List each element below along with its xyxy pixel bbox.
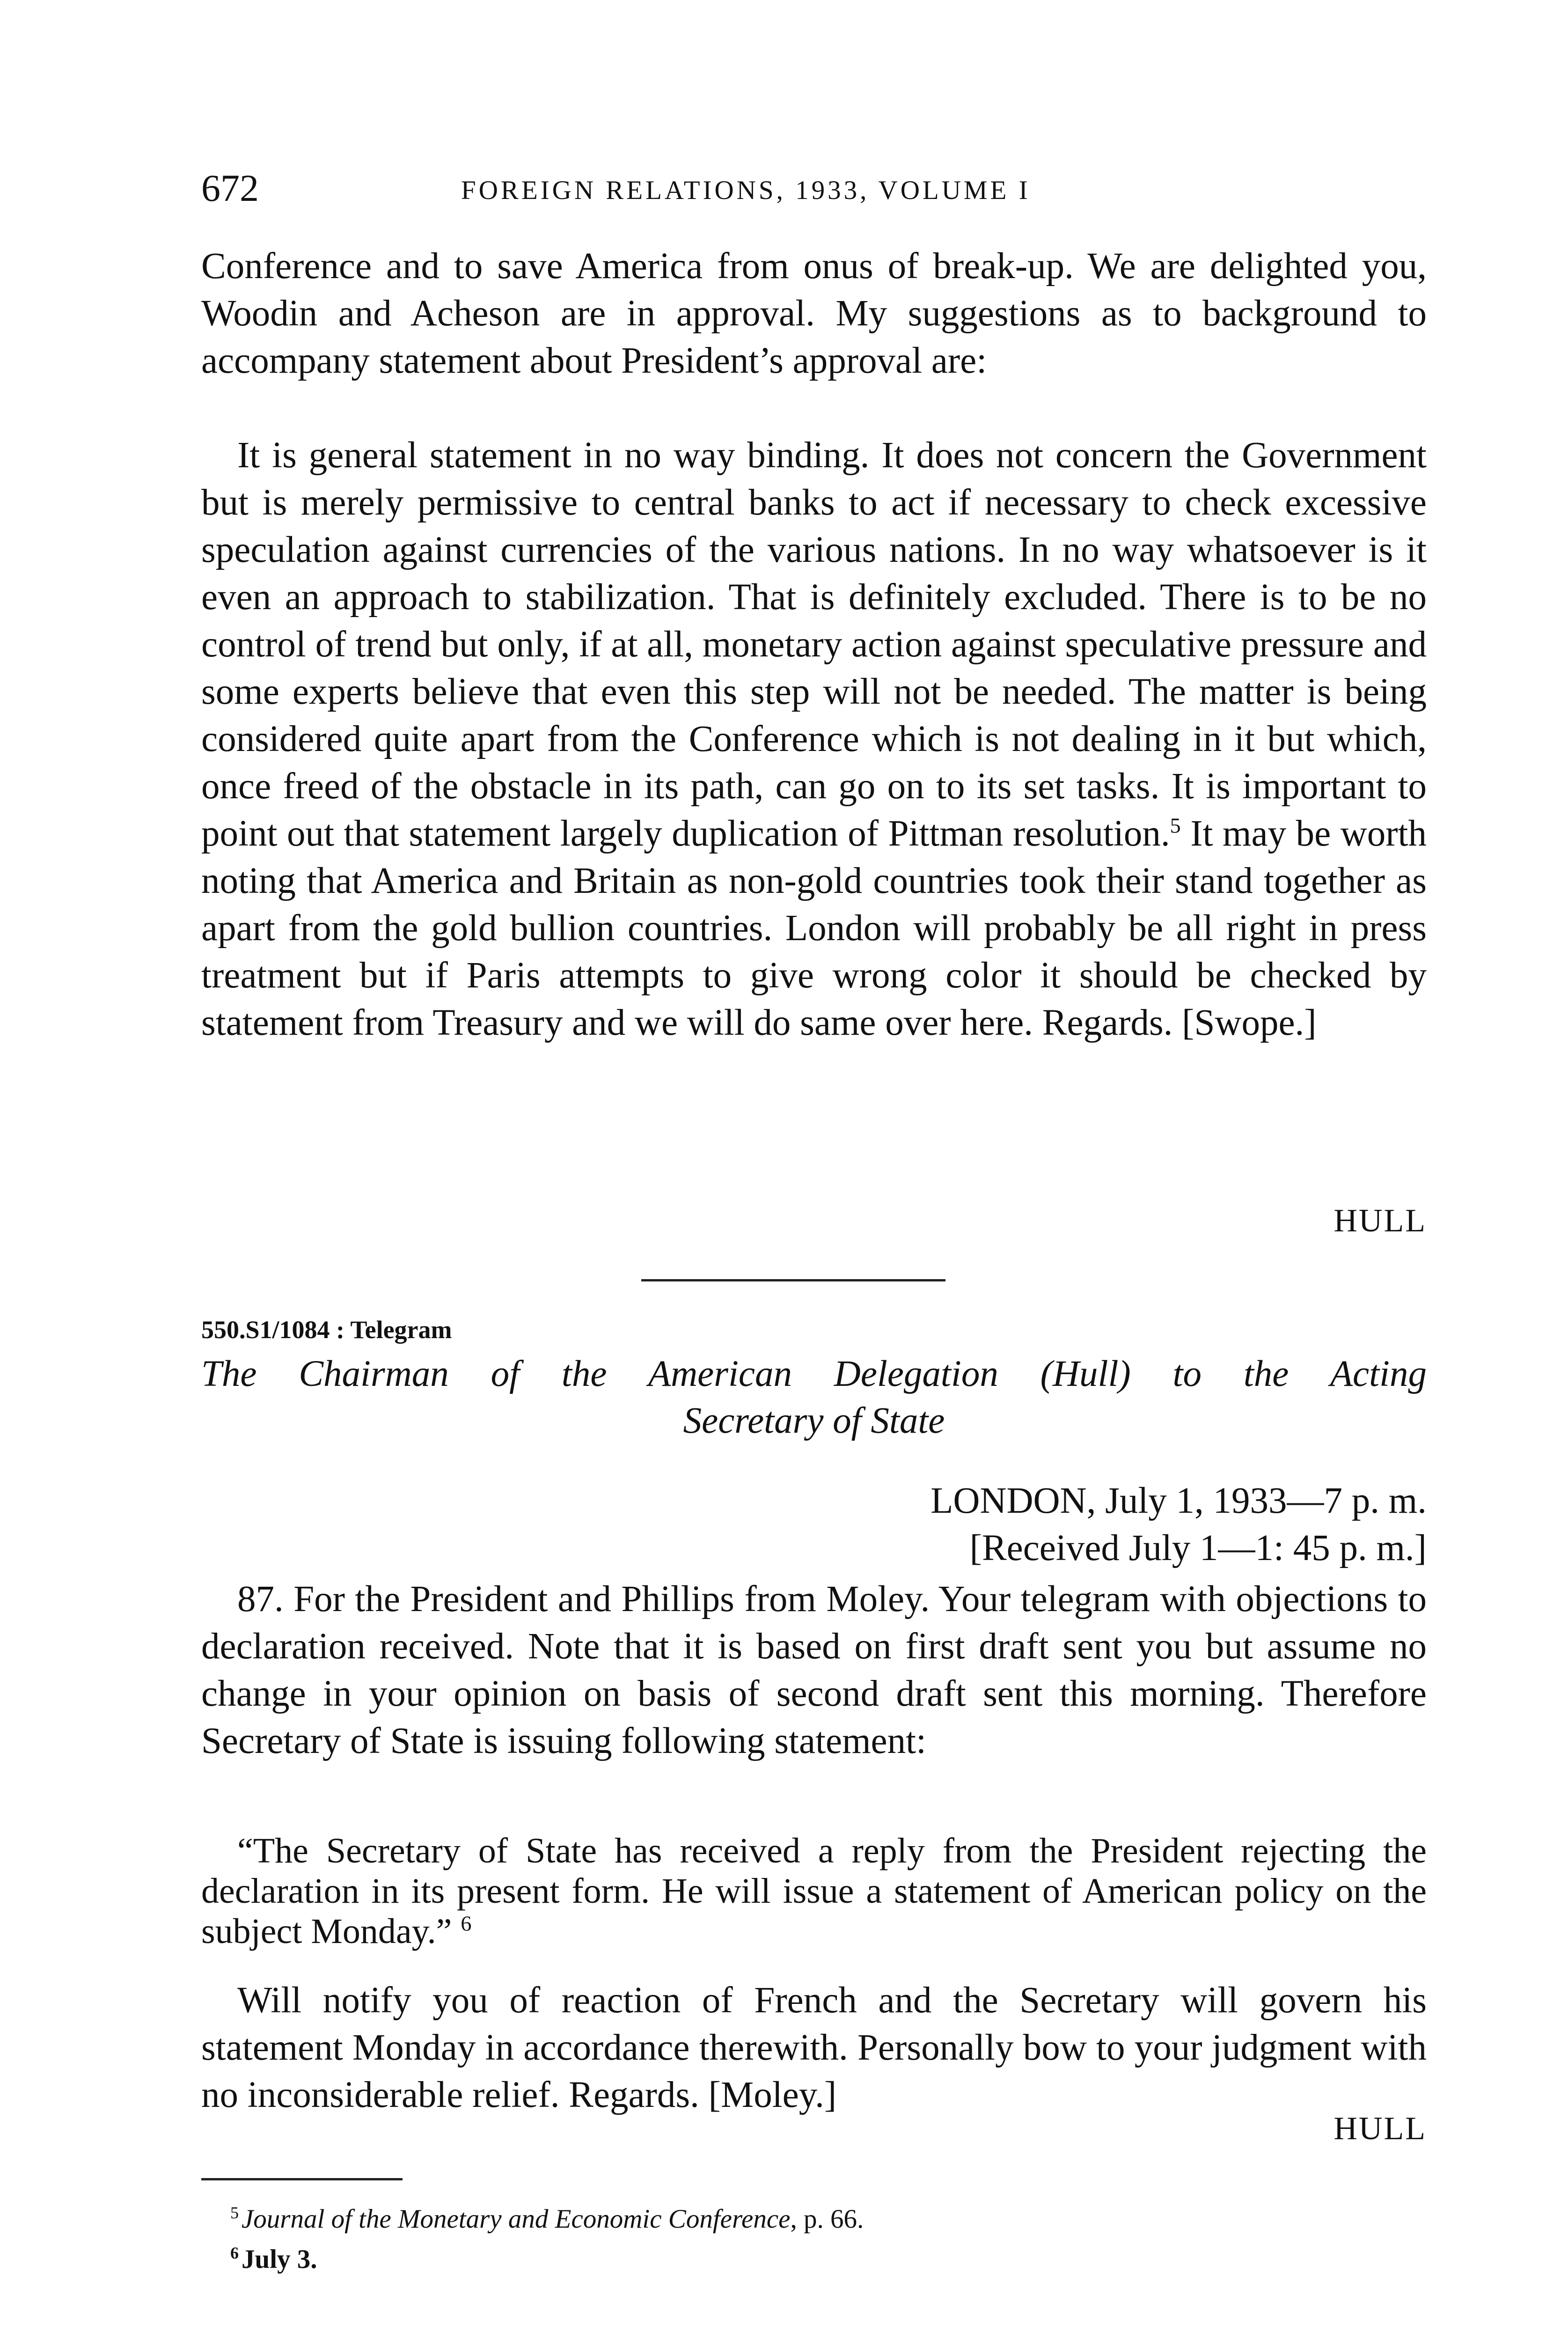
footnote-6 (230, 2236, 1400, 2276)
dateline-sent: LONDON, July 1, 1933—7 p. m. (931, 1480, 1427, 1521)
footnote-title: Journal of the Monetary and Economic Conference (242, 2204, 791, 2234)
quoted-statement-text: “The Secretary of State has received a reply from the President rejecting the declaration in its present form. He will issue a statement of American policy on the subject Monday.” (201, 1831, 1427, 1951)
closing-paragraph: Will notify you of reaction of French and the Secretary will govern his statement Monday in accordance therewith. Personally bow to your judgment with no inconsiderable relief. Regards. [Moley.] (201, 1980, 1427, 2115)
signature-hull-1: HULL (1334, 1203, 1427, 1239)
dateline-received: [Received July 1—1: 45 p. m.] (969, 1528, 1427, 1568)
page-number: 672 (201, 167, 259, 209)
telegram-paragraph: 87. For the President and Phillips from Moley. Your telegram with objections to declaration received. Note that it is based on first draft sent you but assume no change in your opinion on basis of second draft sent this morning. Therefore Secretary of State is issuing following statement: (201, 1579, 1427, 1761)
file-reference: 550.S1/1084 : Telegram (201, 1316, 452, 1344)
background-paragraph-text: It is general statement in no way binding. It does not concern the Government but is merely permissive to central banks to act if necessary to check excessive speculation against currencies of the various nations. In no way whatsoever is it even an approach to stabilization. That is definitely excluded. There is to be no control of trend but only, if at all, monetary action against speculative pressure and some experts believe that even this step will not be needed. The matter is being considered quite apart from the Conference which is not dealing in it but which, once freed of the obstacle in its path, can go on to its set tasks. It is important to point out that statement largely duplication of Pittman resolution. (201, 435, 1427, 854)
section-divider (641, 1279, 945, 1281)
footnote-number: 6 (230, 2244, 239, 2262)
footnote-text: July 3. (242, 2245, 317, 2274)
document-title (201, 1351, 1427, 1444)
footnote-text: , p. 66. (790, 2204, 864, 2234)
footnotes (230, 2196, 1400, 2276)
background-paragraph (201, 432, 1427, 1046)
signature-hull-2: HULL (1334, 2111, 1427, 2147)
footnote-number: 5 (230, 2203, 239, 2222)
document-title-line1: The Chairman of the American Delegation (Hull) to the Acting (201, 1354, 1427, 1394)
quoted-statement (201, 1831, 1427, 1951)
continuation-paragraph: Conference and to save America from onus of break-up. We are delighted you, Woodin and Acheson are in approval. My suggestions as to background to accompany statement about President’s approval are: (201, 246, 1427, 381)
dateline (201, 1477, 1427, 1572)
background-paragraph-text-cont: It may be worth noting that America and Britain as non-gold countries took their stand together as apart from the gold bullion countries. London will probably be all right in press treatment but if Paris attempts to give wrong color it should be checked by statement from Treasury and we will do same over here. Regards. [Swope.] (201, 813, 1427, 1043)
footnote-ref-6: 6 (461, 1911, 472, 1936)
footnote-divider (201, 2178, 403, 2180)
page-header (201, 165, 1428, 212)
footnote-5 (230, 2196, 1400, 2236)
footnote-ref-5: 5 (1170, 813, 1181, 838)
running-head: FOREIGN RELATIONS, 1933, VOLUME I (461, 176, 1031, 205)
document-title-line2: Secretary of State (683, 1400, 945, 1441)
